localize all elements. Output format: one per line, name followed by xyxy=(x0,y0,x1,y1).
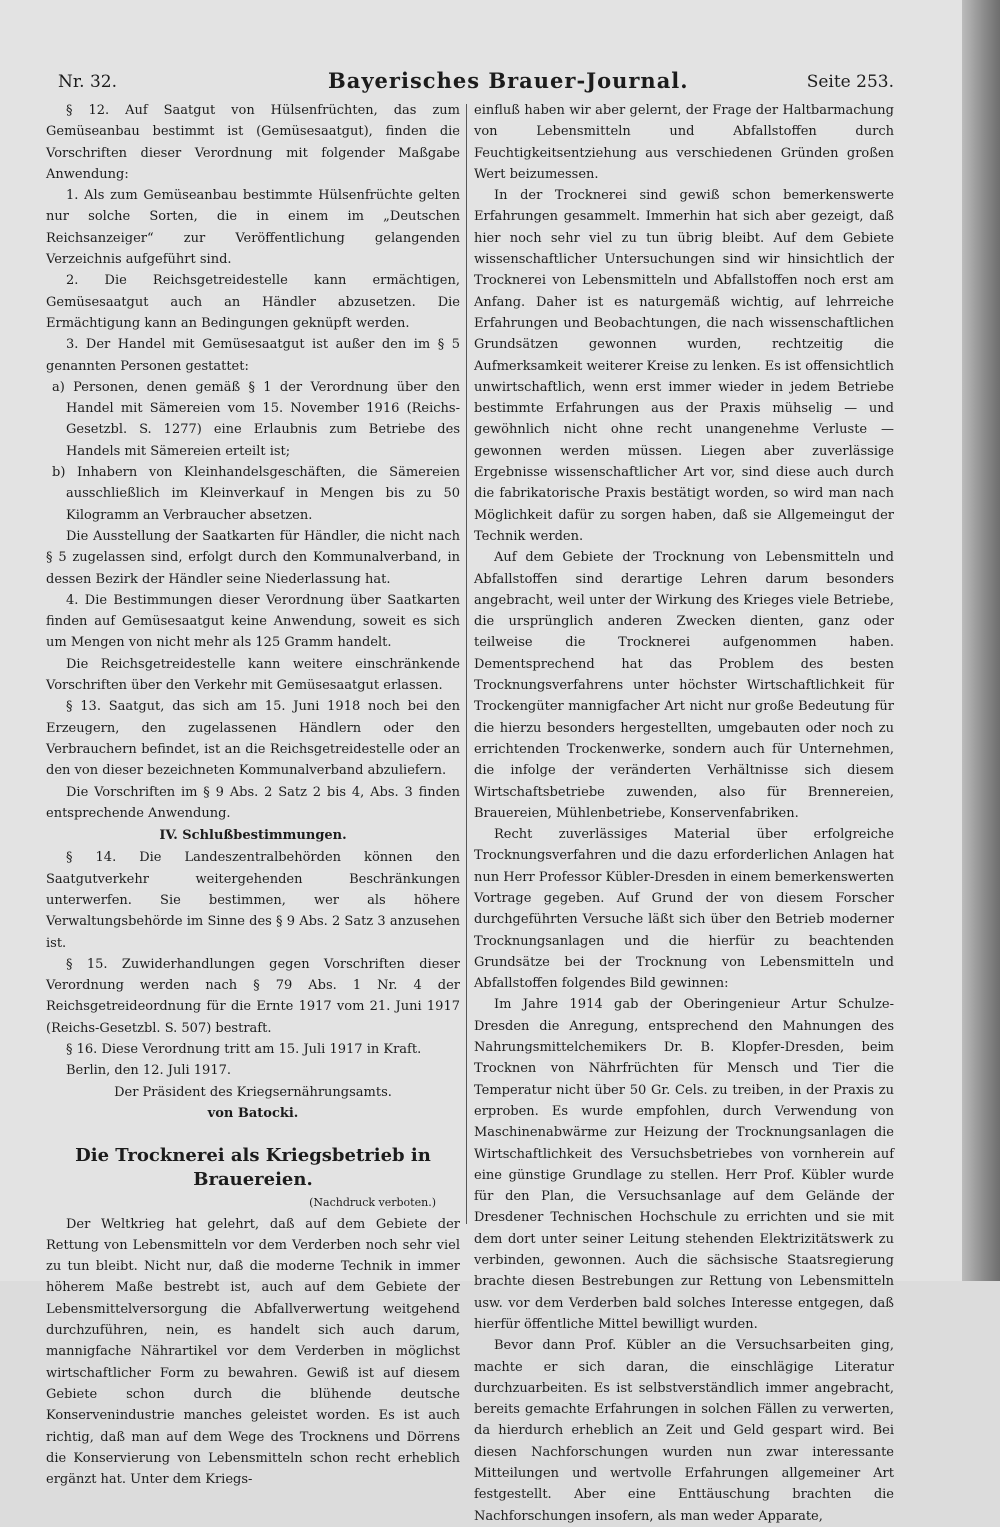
paragraph: § 12. Auf Saatgut von Hülsenfrüchten, das zum Gemüseanbau bestimmt ist (Gemüsesaatgut), finden die Vorschriften dieser Verordnung mit folgender Maßgabe Anwendung: xyxy=(46,103,460,182)
paragraph: § 16. Diese Verordnung tritt am 15. Juli 1917 in Kraft. xyxy=(66,1042,422,1058)
paragraph: Recht zuverlässiges Material über erfolgreiche Trocknungsverfahren und die dazu erforderlichen Anlagen hat nun Herr Professor Kübler-Dresden in einem bemerkenswerten Vortrage gegeben. Auf Grund der von diesem Forscher durchgeführten Versuche läßt sich über den Betrieb moderner Trocknungsanlagen und die hierfür zu beachtenden Grundsätze bei der Trocknung von Lebensmitteln und Abfallstoffen folgendes Bild gewinnen: xyxy=(474,827,894,992)
paragraph: 1. Als zum Gemüseanbau bestimmte Hülsenfrüchte gelten nur solche Sorten, die in einem im „Deutschen Reichsanzeiger“ zur Veröffentlichung gelangenden Verzeichnis aufgeführt sind. xyxy=(46,188,460,268)
right-column xyxy=(474,100,894,1527)
reprint-notice: (Nachdruck verboten.) xyxy=(309,1196,436,1210)
paragraph: § 13. Saatgut, das sich am 15. Juni 1918 noch bei den Erzeugern, den zugelassenen Händlern oder den Verbrauchern befindet, ist an die Reichsgetreidestelle oder an den von dieser bezeichneten Kommunalverband abzuliefern. xyxy=(46,699,460,779)
article-title: Die Trocknerei als Kriegsbetrieb in Brauereien. xyxy=(75,1145,431,1191)
paragraph: 2. Die Reichsgetreidestelle kann ermächtigen, Gemüsesaatgut auch an Händler abzusetzen. Die Ermächtigung kann an Bedingungen geknüpft werden. xyxy=(46,273,460,331)
paragraph: Auf dem Gebiete der Trocknung von Lebensmitteln und Abfallstoffen sind derartige Lehren darum besonders angebracht, weil unter der Wirkung des Krieges viele Betriebe, die ursprünglich anderen Zwecken dienten, ganz oder teilweise die Trocknerei aufgenommen haben. Dementsprechend hat das Problem des besten Trocknungsverfahrens unter höchster Wirtschaftlichkeit für Trockengüter mannigfacher Art nicht nur große Bedeutung für die hierzu besonders hergestellten, umgebauten oder noch zu errichtenden Trockenwerke, sondern auch für Unternehmen, die infolge der veränderten Verhältnisse sich diesem Wirtschaftsbetriebe zuwenden, also für Brennereien, Brauereien, Mühlenbetriebe, Konservenfabriken. xyxy=(474,550,894,821)
column-divider xyxy=(466,104,467,1224)
paragraph: Bevor dann Prof. Kübler an die Versuchsarbeiten ging, machte er sich daran, die einschlägige Literatur durchzuarbeiten. Es ist selbstverständlich immer angebracht, bereits gemachte Erfahrungen in solchen Fällen zu verwerten, da hierdurch erheblich an Zeit und Geld gespart wird. Bei diesen Nachforschungen wurden nun zwar interessante Mitteilungen und wertvolle Erfahrungen allgemeiner Art festgestellt. Aber eine Enttäuschung brachten die Nachforschungen insofern, als man weder Apparate, xyxy=(474,1338,894,1524)
paragraph: Der Weltkrieg hat gelehrt, daß auf dem Gebiete der Rettung von Lebensmitteln vor dem Verderben noch sehr viel zu tun bleibt. Nicht nur, daß die moderne Technik in immer höherem Maße bestrebt ist, auch auf dem Gebiete der Lebensmittelversorgung die Abfallverwertung weitgehend durchzuführen, nein, es handelt sich auch darum, mannigfache Nährartikel vor dem Verderben in möglichst wirtschaftlicher Form zu bewahren. Gewiß ist auf diesem Gebiete schon durch die blühende deutsche Konservenindustrie manches geleistet worden. Es ist auch richtig, daß man auf dem Wege des Trocknens und Dörrens die Konservierung von Lebensmitteln schon recht erheblich ergänzt hat. Unter dem Kriegs- xyxy=(46,1216,460,1488)
paragraph: Im Jahre 1914 gab der Oberingenieur Artur Schulze-Dresden die Anregung, entsprechend den Mahnungen des Nahrungsmittelchemikers Dr. B. Klopfer-Dresden, beim Trocknen von Nährfrüchten für Mensch und Tier die Temperatur nicht über 50 Gr. Cels. zu treiben, in der Praxis zu erproben. Es wurde empfohlen, durch Verwendung von Maschinenabwärme zur Heizung der Trocknungsanlagen die Wirtschaftlichkeit des Versuchsbetriebes von vornherein auf eine günstige Grundlage zu stellen. Herr Prof. Kübler wurde für den Plan, die Versuchsanlage auf dem Gelände der Dresdener Technischen Hochschule zu errichten und sie mit dem dort unter seiner Leitung stehenden Elektrizitätswerk zu verbinden, gewonnen. Auch die sächsische Staatsregierung brachte diesen Bestrebungen zur Rettung von Lebensmitteln usw. vor dem Verderben bald solches Interesse entgegen, daß hierfür öffentliche Mittel bewilligt wurden. xyxy=(474,997,894,1332)
signature-title: Der Präsident des Kriegsernährungsamts. xyxy=(114,1084,392,1100)
paragraph: Die Ausstellung der Saatkarten für Händler, die nicht nach § 5 zugelassen sind, erfolgt durch den Kommunalverband, in dessen Bezirk der Händler seine Niederlassung hat. xyxy=(46,528,460,587)
page-header xyxy=(28,66,944,96)
list-item: b) Inhabern von Kleinhandelsgeschäften, die Sämereien ausschließlich im Kleinverkauf in Mengen bis zu 50 Kilogramm an Verbraucher absetzen. xyxy=(52,465,460,523)
list-item: a) Personen, denen gemäß § 1 der Verordnung über den Handel mit Sämereien vom 15. November 1916 (Reichs-Gesetzbl. S. 1277) eine Erlaubnis zum Betriebe des Handels mit Sämereien erteilt ist; xyxy=(52,379,460,459)
page-edge-shadow xyxy=(962,0,1000,1281)
journal-title: Bayerisches Brauer-Journal. xyxy=(328,68,689,93)
page-number: Seite 253. xyxy=(806,72,894,92)
paragraph: Die Reichsgetreidestelle kann weitere einschränkende Vorschriften über den Verkehr mit Gemüsesaatgut erlassen. xyxy=(46,656,460,694)
paragraph: einfluß haben wir aber gelernt, der Frage der Haltbarmachung von Lebensmitteln und Abfallstoffen durch Feuchtigkeitsentziehung aus verschiedenen Gründen großen Wert beizumessen. xyxy=(474,103,894,182)
left-column xyxy=(46,100,460,1490)
issue-number: Nr. 32. xyxy=(58,72,117,92)
section-heading: IV. Schlußbestimmungen. xyxy=(159,828,347,844)
paragraph: 3. Der Handel mit Gemüsesaatgut ist außer den im § 5 genannten Personen gestattet: xyxy=(46,337,460,374)
signature-name: von Batocki. xyxy=(207,1105,299,1121)
paragraph: 4. Die Bestimmungen dieser Verordnung über Saatkarten finden auf Gemüsesaatgut keine Anwendung, soweit es sich um Mengen von nicht mehr als 125 Gramm handelt. xyxy=(46,592,460,651)
paragraph: § 15. Zuwiderhandlungen gegen Vorschriften dieser Verordnung werden nach § 79 Abs. 1 Nr. 4 der Reichsgetreideordnung für die Ernte 1917 vom 21. Juni 1917 (Reichs-Gesetzbl. S. 507) bestraft. xyxy=(46,956,460,1036)
signature-place-date: Berlin, den 12. Juli 1917. xyxy=(66,1063,231,1079)
paragraph: § 14. Die Landeszentralbehörden können den Saatgutverkehr weitergehenden Beschränkungen unterwerfen. Sie bestimmen, wer als höhere Verwaltungsbehörde im Sinne des § 9 Abs. 2 Satz 3 anzusehen ist. xyxy=(46,850,460,951)
paragraph: Die Vorschriften im § 9 Abs. 2 Satz 2 bis 4, Abs. 3 finden entsprechende Anwendung. xyxy=(46,784,460,821)
paragraph: In der Trocknerei sind gewiß schon bemerkenswerte Erfahrungen gesammelt. Immerhin hat sich aber gezeigt, daß hier noch sehr viel zu tun übrig bleibt. Auf dem Gebiete wissenschaftlicher Untersuchungen sind wir hinsichtlich der Trocknerei von Lebensmitteln und Abfallstoffen noch erst am Anfang. Daher ist es naturgemäß wichtig, auf lehrreiche Erfahrungen und Beobachtungen, die nach wissenschaftlichen Grundsätzen gewonnen wurden, rechtzeitig die Aufmerksamkeit weiterer Kreise zu lenken. Es ist offensichtlich unwirtschaftlich, wenn erst immer wieder in jedem Betriebe bestimmte Erfahrungen aus der Praxis mühselig — und gewöhnlich nicht ohne recht unangenehme Verluste — gewonnen werden müssen. Liegen aber zuverlässige Ergebnisse wissenschaftlicher Art vor, sind diese auch durch die fabrikatorische Praxis bestätigt worden, so wird man nach Möglichkeit dafür zu sorgen haben, daß sie Allgemeingut der Technik werden. xyxy=(474,188,895,544)
